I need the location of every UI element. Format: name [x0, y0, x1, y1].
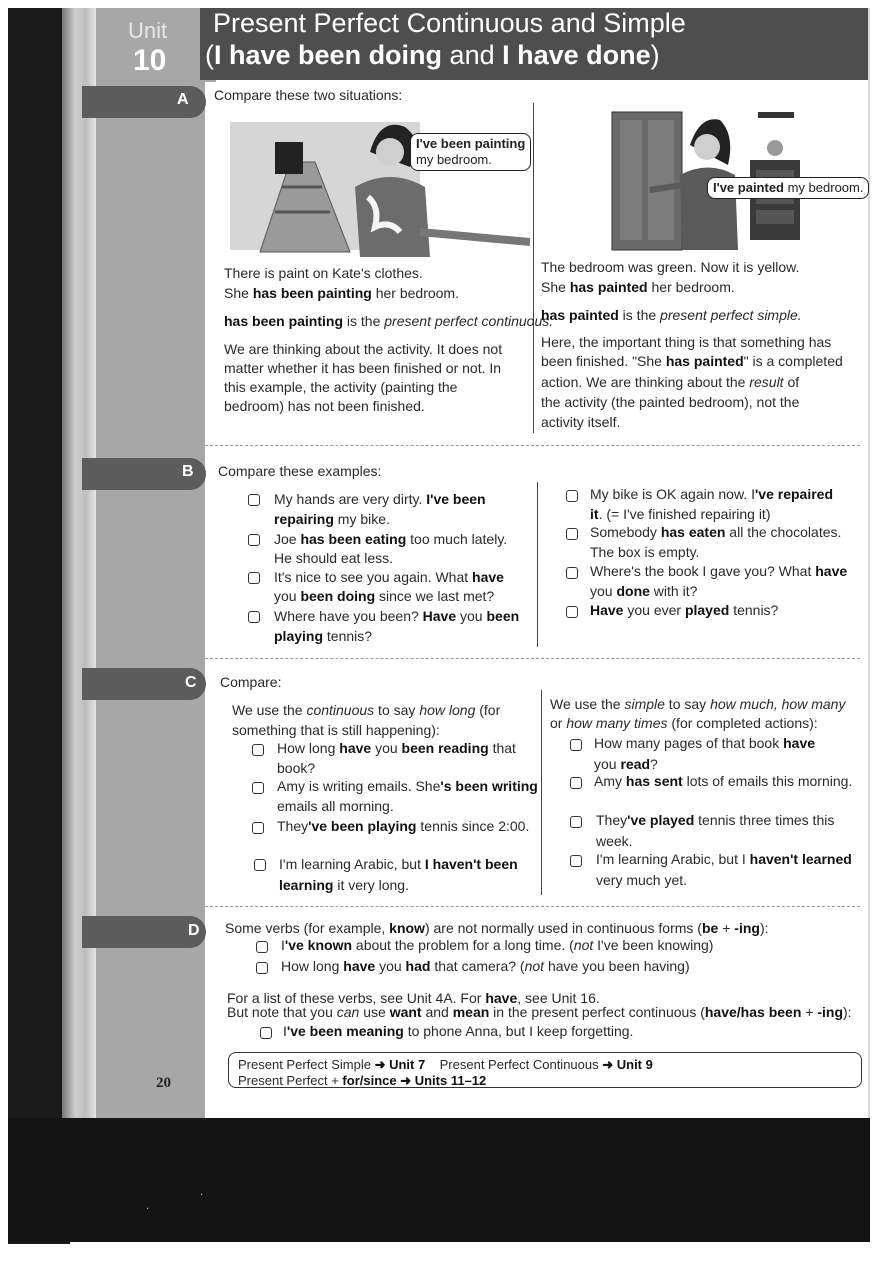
page-number: 20 — [156, 1075, 171, 1091]
ref-unit7-link[interactable]: ➜ Unit 7 — [374, 1057, 426, 1072]
d-line5: But note that you can use want and mean in the present perfect continuous (have/has been + -ing): — [227, 1004, 852, 1020]
bullet-icon — [256, 962, 268, 974]
b-left-line2: repairing my bike. — [274, 511, 390, 527]
c-right-line7: very much yet. — [596, 872, 688, 888]
b-left-line7: Where have you been? Have you been — [274, 608, 520, 624]
section-letter-b: B — [182, 463, 194, 480]
c-left-line6: I'm learning Arabic, but I haven't been — [279, 856, 518, 872]
ref-line1: Present Perfect Simple ➜ Unit 7 Present Perfect Continuous ➜ Unit 9 — [238, 1057, 653, 1072]
bullet-icon — [570, 816, 582, 828]
separator-c-d — [205, 906, 860, 907]
speech-bubble-right — [707, 177, 869, 199]
c-right-line5: week. — [596, 833, 633, 849]
bullet-icon — [566, 528, 578, 540]
bullet-icon — [252, 744, 264, 756]
c-left-line3: Amy is writing emails. She's been writing — [277, 778, 538, 794]
b-left-line3: Joe has been eating too much lately. — [274, 531, 508, 547]
separator-a-b — [205, 445, 860, 446]
scan-bottom-edge — [8, 1118, 870, 1242]
bubble-right-rest: my bedroom. — [784, 180, 864, 195]
c-left-head2: something that is still happening): — [232, 722, 440, 738]
c-right-line1: How many pages of that book have — [594, 735, 816, 751]
section-a-intro: Compare these two situations: — [214, 87, 403, 103]
section-a-divider — [533, 103, 534, 433]
a-right-line4: Here, the important thing is that something has — [541, 334, 832, 350]
section-letter-a: A — [177, 91, 189, 108]
a-right-line3: has painted is the present perfect simple. — [541, 307, 802, 323]
bullet-icon — [260, 1027, 272, 1039]
c-left-line5: They've been playing tennis since 2:00. — [277, 818, 530, 834]
bubble-left-rest: my bedroom. — [416, 152, 492, 167]
b-right-line2: it. (= I've finished repairing it) — [590, 506, 771, 522]
c-right-line2: you read? — [594, 756, 658, 772]
ref-unit9-link[interactable]: ➜ Unit 9 — [602, 1057, 653, 1072]
page-right-border — [868, 8, 870, 1118]
section-b-intro: Compare these examples: — [218, 463, 382, 479]
grey-margin-column — [96, 8, 216, 1118]
b-left-line6: you been doing since we last met? — [274, 588, 495, 604]
a-left-line4: We are thinking about the activity. It does not — [224, 341, 503, 357]
b-right-line5: Where's the book I gave you? What have — [590, 563, 848, 579]
section-b-divider — [537, 482, 538, 647]
b-right-line7: Have you ever played tennis? — [590, 602, 779, 618]
c-right-line3: Amy has sent lots of emails this morning. — [594, 773, 853, 789]
c-left-line1: How long have you been reading that — [277, 740, 516, 756]
speech-bubble-left — [410, 133, 531, 171]
c-right-head1: We use the simple to say how much, how many — [550, 696, 846, 712]
c-right-line4: They've played tennis three times this — [596, 812, 835, 828]
section-c-divider — [541, 690, 542, 895]
c-left-line4: emails all morning. — [277, 798, 394, 814]
b-left-line1: My hands are very dirty. I've been — [274, 491, 486, 507]
bullet-icon — [248, 572, 260, 584]
bullet-icon — [566, 490, 578, 502]
a-left-line5: matter whether it has been finished or not. In — [224, 360, 502, 376]
bubble-left-bold: I've been painting — [416, 136, 526, 151]
a-left-line7: bedroom) has not been finished. — [224, 398, 425, 414]
page-title-line1: Present Perfect Continuous and Simple — [213, 8, 686, 38]
unit-number: 10 — [133, 44, 167, 77]
section-letter-d: D — [188, 922, 200, 939]
b-right-line1: My bike is OK again now. I've repaired — [590, 486, 834, 502]
b-left-line8: playing tennis? — [274, 628, 373, 644]
scan-left-edge — [8, 8, 70, 1244]
scan-speck: · — [146, 1204, 150, 1215]
bullet-icon — [254, 859, 266, 871]
separator-b-c — [205, 658, 860, 659]
b-left-line4: He should eat less. — [274, 550, 394, 566]
bullet-icon — [248, 611, 260, 623]
a-right-line6: action. We are thinking about the result of — [541, 374, 800, 390]
bullet-icon — [256, 941, 268, 953]
b-left-line5: It's nice to see you again. What have — [274, 569, 504, 585]
ref-line2: Present Perfect + for/since ➜ Units 11–12 — [238, 1073, 487, 1088]
section-c-intro: Compare: — [220, 674, 282, 690]
d-line6: I've been meaning to phone Anna, but I keep forgetting. — [283, 1023, 634, 1039]
b-right-line3: Somebody has eaten all the chocolates. — [590, 524, 842, 540]
b-right-line4: The box is empty. — [590, 544, 700, 560]
c-right-head2: or how many times (for completed actions): — [550, 715, 818, 731]
a-left-line1: There is paint on Kate's clothes. — [224, 265, 423, 281]
a-right-line1: The bedroom was green. Now it is yellow. — [541, 259, 800, 275]
b-right-line6: you done with it? — [590, 583, 698, 599]
bullet-icon — [252, 782, 264, 794]
unit-label: Unit — [128, 18, 168, 43]
book-page-edge — [62, 8, 96, 1118]
a-left-line2: She has been painting her bedroom. — [224, 285, 459, 301]
scan-speck: · — [200, 1190, 204, 1201]
a-left-line3: has been painting is the present perfect continuous. — [224, 313, 554, 329]
section-letter-c: C — [185, 674, 197, 691]
c-left-line2: book? — [277, 760, 316, 776]
bullet-icon — [570, 855, 582, 867]
bullet-icon — [566, 567, 578, 579]
bullet-icon — [566, 606, 578, 618]
bullet-icon — [570, 777, 582, 789]
a-right-line5: been finished. "She has painted" is a completed — [541, 353, 843, 369]
d-line4: For a list of these verbs, see Unit 4A. For have, see Unit 16. — [227, 990, 600, 1006]
d-line1: Some verbs (for example, know) are not normally used in continuous forms (be + -ing): — [225, 920, 769, 936]
bullet-icon — [248, 534, 260, 546]
bubble-right-bold: I've painted — [713, 180, 784, 195]
a-right-line8: activity itself. — [541, 414, 621, 430]
d-line2: I've known about the problem for a long time. (not I've been knowing) — [281, 937, 714, 953]
page-title-line2: (I have been doing and I have done) — [205, 40, 660, 70]
a-right-line2: She has painted her bedroom. — [541, 279, 735, 295]
bullet-icon — [248, 494, 260, 506]
c-left-line7: learning it very long. — [279, 877, 409, 893]
ref-units-11-12-link[interactable]: ➜ Units 11–12 — [396, 1073, 487, 1088]
d-line3: How long have you had that camera? (not have you been having) — [281, 958, 690, 974]
a-right-line7: the activity (the painted bedroom), not the — [541, 394, 800, 410]
bullet-icon — [252, 822, 264, 834]
a-left-line6: this example, the activity (painting the — [224, 379, 458, 395]
c-right-line6: I'm learning Arabic, but I haven't learned — [596, 851, 852, 867]
bullet-icon — [570, 739, 582, 751]
c-left-head1: We use the continuous to say how long (for — [232, 702, 501, 718]
